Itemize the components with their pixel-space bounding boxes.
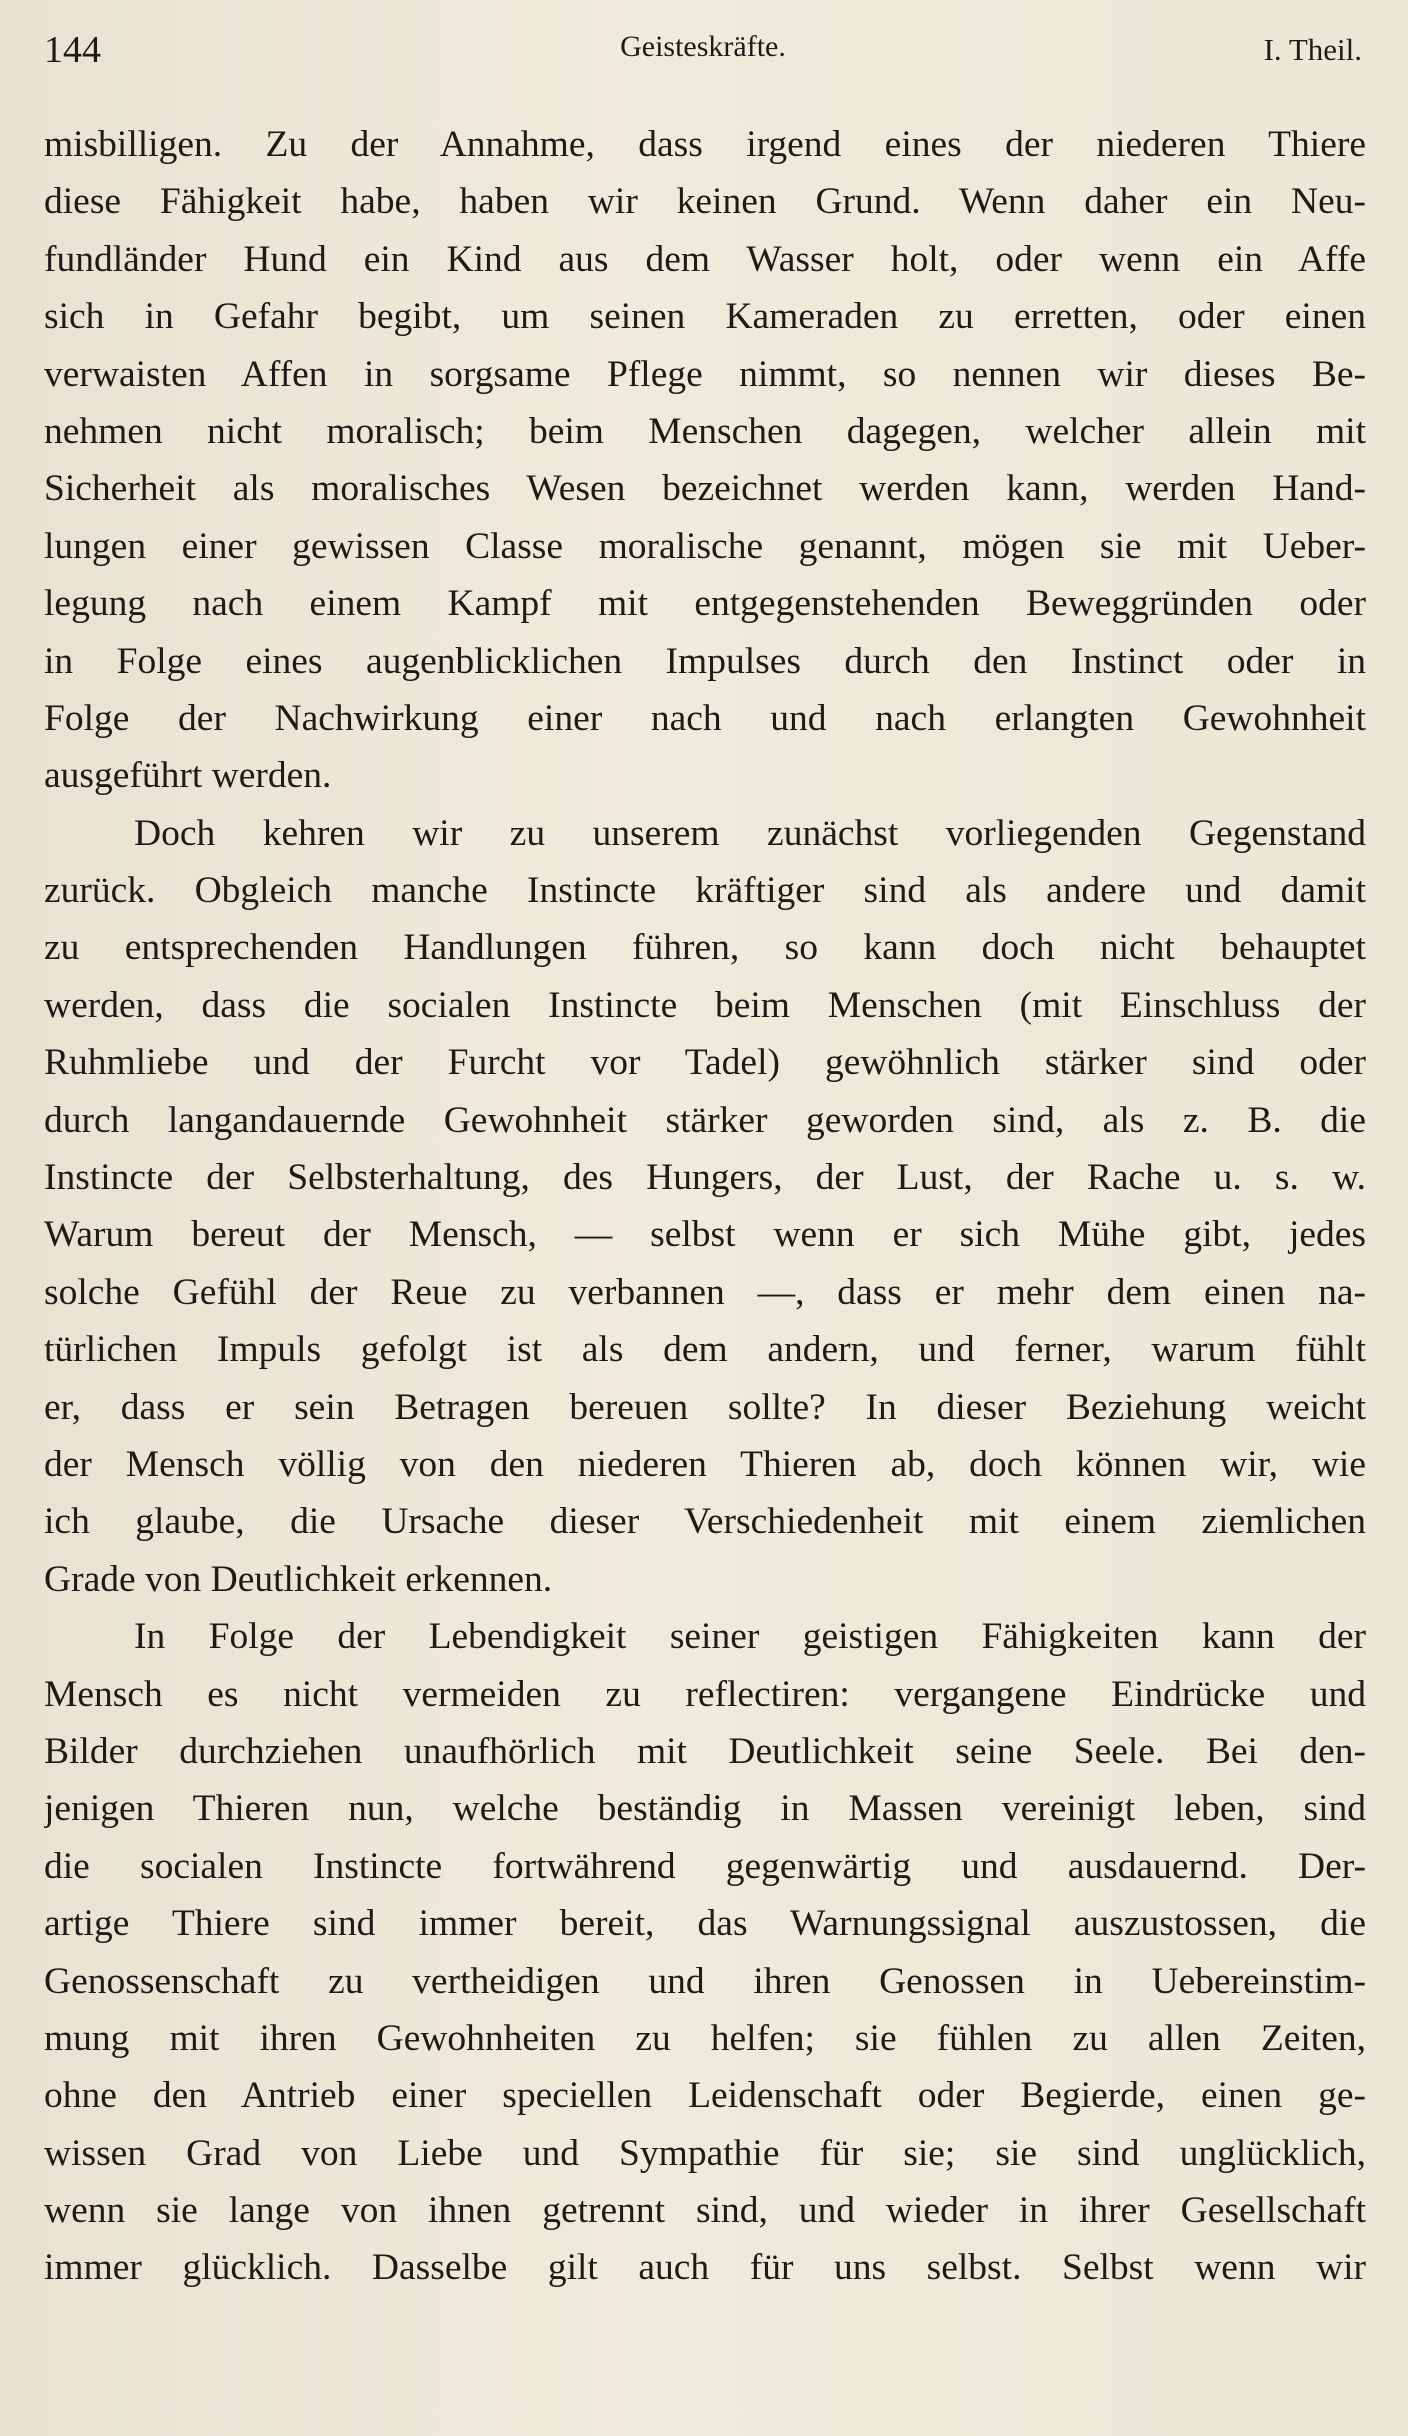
- text-line: lungen einer gewissen Classe moralische genannt, mögen sie mit Ueber-: [44, 525, 1366, 567]
- text-line: Sicherheit als moralisches Wesen bezeichnet werden kann, werden Hand-: [44, 468, 1366, 510]
- text-line: Warum bereut der Mensch, — selbst wenn er sich Mühe gibt, jedes: [44, 1214, 1366, 1256]
- text-line: artige Thiere sind immer bereit, das Warnungssignal auszustossen, die: [44, 1903, 1366, 1945]
- text-line: wenn sie lange von ihnen getrennt sind, und wieder in ihrer Gesellschaft: [44, 2190, 1366, 2232]
- text-line: Doch kehren wir zu unserem zunächst vorliegenden Gegenstand: [134, 812, 1366, 854]
- text-line: In Folge der Lebendigkeit seiner geistigen Fähigkeiten kann der: [134, 1616, 1366, 1658]
- text-line: in Folge eines augenblicklichen Impulses durch den Instinct oder in: [44, 640, 1366, 682]
- paragraph-3: [44, 1608, 1366, 2297]
- text-line: sich in Gefahr begibt, um seinen Kameraden zu erretten, oder einen: [44, 296, 1366, 338]
- text-line: zu entsprechenden Handlungen führen, so kann doch nicht behauptet: [44, 927, 1366, 969]
- text-line: solche Gefühl der Reue zu verbannen —, dass er mehr dem einen na-: [44, 1271, 1366, 1313]
- text-line: misbilligen. Zu der Annahme, dass irgend eines der niederen Thiere: [44, 124, 1366, 165]
- running-title: Geisteskräfte.: [620, 30, 786, 63]
- text-line: zurück. Obgleich manche Instincte kräftiger sind als andere und damit: [44, 870, 1366, 912]
- paragraph-2: [44, 805, 1366, 1608]
- text-line: mung mit ihren Gewohnheiten zu helfen; sie fühlen zu allen Zeiten,: [44, 2017, 1366, 2059]
- text-line: Mensch es nicht vermeiden zu reflectiren: vergangene Eindrücke und: [44, 1673, 1366, 1715]
- text-line: Instincte der Selbsterhaltung, des Hungers, der Lust, der Rache u. s. w.: [44, 1157, 1366, 1199]
- text-line: werden, dass die socialen Instincte beim Menschen (mit Einschluss der: [44, 984, 1366, 1026]
- text-line: ich glaube, die Ursache dieser Verschiedenheit mit einem ziemlichen: [44, 1501, 1366, 1543]
- text-line: Grade von Deutlichkeit erkennen.: [44, 1558, 553, 1600]
- text-line: Ruhmliebe und der Furcht vor Tadel) gewöhnlich stärker sind oder: [44, 1042, 1366, 1084]
- paragraph-1: [44, 116, 1366, 805]
- text-line: ohne den Antrieb einer speciellen Leidenschaft oder Begierde, einen ge-: [44, 2075, 1366, 2117]
- text-line: durch langandauernde Gewohnheit stärker geworden sind, als z. B. die: [44, 1099, 1366, 1141]
- text-line: immer glücklich. Dasselbe gilt auch für uns selbst. Selbst wenn wir: [44, 2247, 1366, 2289]
- text-line: wissen Grad von Liebe und Sympathie für sie; sie sind unglücklich,: [44, 2132, 1366, 2174]
- text-line: der Mensch völlig von den niederen Thieren ab, doch können wir, wie: [44, 1443, 1366, 1485]
- text-line: Genossenschaft zu vertheidigen und ihren Genossen in Uebereinstim-: [44, 1960, 1366, 2002]
- text-line: verwaisten Affen in sorgsame Pflege nimmt, so nennen wir dieses Be-: [44, 353, 1366, 395]
- text-line: jenigen Thieren nun, welche beständig in Massen vereinigt leben, sind: [44, 1788, 1366, 1830]
- part-label: I. Theil.: [1263, 32, 1362, 67]
- page-number: 144: [44, 29, 101, 71]
- running-head: [44, 22, 1362, 84]
- text-line: Bilder durchziehen unaufhörlich mit Deutlichkeit seine Seele. Bei den-: [44, 1730, 1366, 1772]
- text-line: er, dass er sein Betragen bereuen sollte? In dieser Beziehung weicht: [44, 1386, 1366, 1428]
- text-line: türlichen Impuls gefolgt ist als dem andern, und ferner, warum fühlt: [44, 1329, 1366, 1371]
- text-line: ausgeführt werden.: [44, 755, 332, 797]
- text-line: legung nach einem Kampf mit entgegenstehenden Beweggründen oder: [44, 583, 1366, 625]
- text-line: nehmen nicht moralisch; beim Menschen dagegen, welcher allein mit: [44, 410, 1366, 452]
- text-line: diese Fähigkeit habe, haben wir keinen Grund. Wenn daher ein Neu-: [44, 181, 1366, 223]
- body-text: [44, 116, 1366, 2297]
- text-line: die socialen Instincte fortwährend gegenwärtig und ausdauernd. Der-: [44, 1845, 1366, 1887]
- text-line: Folge der Nachwirkung einer nach und nach erlangten Gewohnheit: [44, 697, 1366, 739]
- text-line: fundländer Hund ein Kind aus dem Wasser holt, oder wenn ein Affe: [44, 238, 1366, 280]
